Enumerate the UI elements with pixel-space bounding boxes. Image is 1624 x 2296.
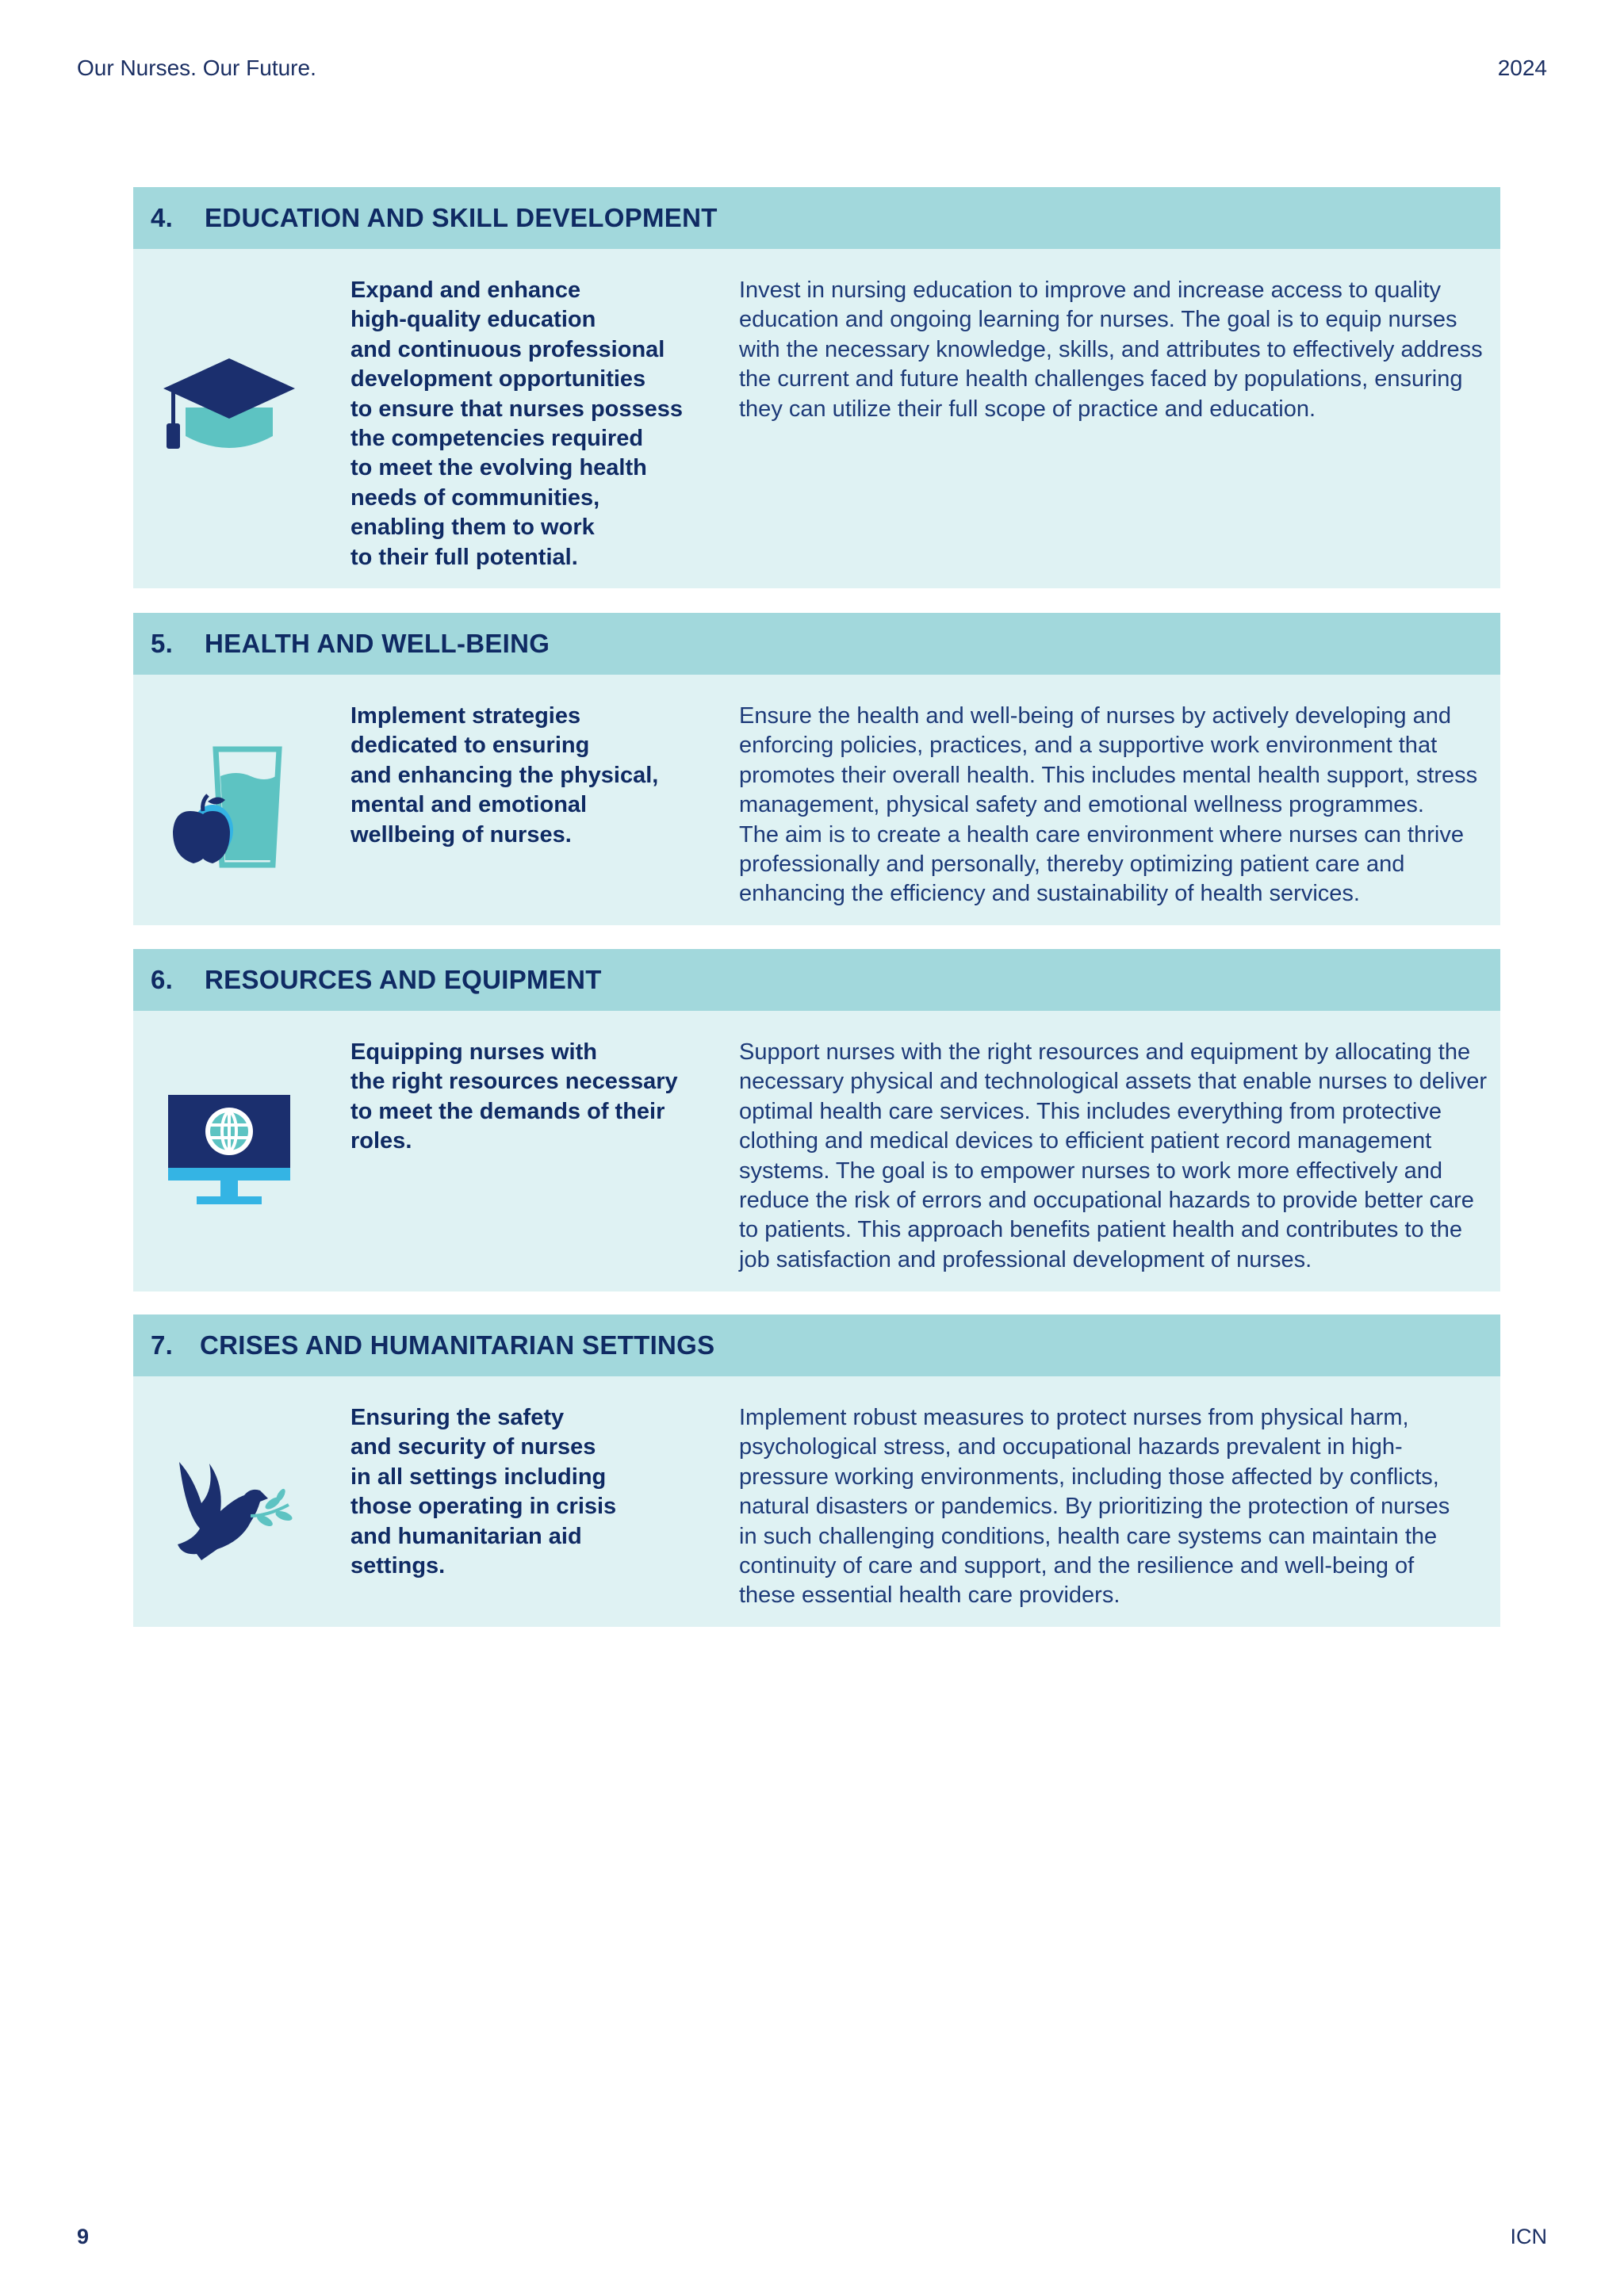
lead-line: to their full potential. (350, 544, 578, 570)
desc-line: enforcing policies, practices, and a supportive work environment that (739, 733, 1438, 759)
lead-line: dedicated to ensuring (350, 733, 590, 759)
section-description (739, 702, 1484, 909)
lead-line: mental and emotional (350, 792, 588, 818)
running-header-year: 2024 (1497, 55, 1547, 80)
lead-line: and continuous professional (350, 336, 665, 362)
desc-line: pressure working environments, including those affected by conflicts, (739, 1464, 1439, 1490)
section-education (133, 187, 1500, 588)
section-description (739, 1403, 1484, 1611)
desc-line: clothing and medical devices to efficient patient record management (739, 1128, 1432, 1154)
section-number: 4. (151, 203, 174, 232)
section-heading (133, 1314, 1500, 1376)
lead-line: in all settings including (350, 1464, 607, 1490)
lead-line: settings. (350, 1553, 446, 1579)
desc-line: Implement robust measures to protect nurses from physical harm, (739, 1405, 1409, 1430)
section-health (133, 613, 1500, 925)
desc-line: promotes their overall health. This includes mental health support, stress (739, 762, 1478, 788)
water-glass-apple-icon (162, 738, 297, 873)
desc-line: management, physical safety and emotional wellness programmes. (739, 792, 1424, 818)
section-heading (133, 613, 1500, 675)
section-description (739, 1038, 1488, 1275)
lead-line: development opportunities (350, 366, 646, 392)
section-title: HEALTH AND WELL-BEING (205, 629, 550, 658)
lead-line: the competencies required (350, 426, 644, 452)
section-lead (350, 1038, 699, 1157)
lead-line: to meet the evolving health (350, 455, 647, 481)
lead-line: Implement strategies (350, 703, 581, 729)
desc-line: continuity of care and support, and the resilience and well-being of (739, 1553, 1415, 1579)
section-title: EDUCATION AND SKILL DEVELOPMENT (205, 203, 718, 232)
section-body (133, 675, 1500, 925)
lead-line: and security of nurses (350, 1434, 596, 1460)
section-lead (350, 276, 699, 572)
desc-line: The aim is to create a health care environment where nurses can thrive (739, 821, 1464, 848)
desc-line: optimal health care services. This includes everything from protective (739, 1098, 1442, 1124)
section-title: CRISES AND HUMANITARIAN SETTINGS (200, 1330, 715, 1360)
lead-line: enabling them to work (350, 515, 595, 541)
monitor-globe-icon (162, 1089, 297, 1223)
desc-line: education and ongoing learning for nurses. The goal is to equip nurses (739, 307, 1457, 333)
section-lead (350, 1403, 699, 1581)
desc-line: with the necessary knowledge, skills, and attributes to effectively address (739, 336, 1483, 362)
desc-line: the current and future health challenges faced by populations, ensuring (739, 366, 1463, 392)
lead-line: high-quality education (350, 307, 596, 333)
lead-line: and enhancing the physical, (350, 762, 659, 788)
desc-line: systems. The goal is to empower nurses to work more effectively and (739, 1158, 1443, 1184)
desc-line: in such challenging conditions, health care systems can maintain the (739, 1523, 1438, 1549)
desc-line: enhancing the efficiency and sustainability of health services. (739, 881, 1360, 907)
section-heading (133, 187, 1500, 249)
lead-line: to meet the demands of their (350, 1098, 665, 1124)
desc-line: Ensure the health and well-being of nurses by actively developing and (739, 703, 1451, 729)
desc-line: professionally and personally, thereby optimizing patient care and (739, 851, 1405, 878)
section-number: 7. (151, 1330, 174, 1360)
section-lead (350, 702, 699, 850)
section-description (739, 276, 1484, 424)
desc-line: Support nurses with the right resources and equipment by allocating the (739, 1039, 1471, 1065)
graduation-cap-icon (162, 335, 297, 469)
running-footer-org: ICN (1510, 2225, 1547, 2248)
section-resources (133, 949, 1500, 1292)
desc-line: reduce the risk of errors and occupational hazards to provide better care (739, 1188, 1474, 1214)
section-number: 5. (151, 629, 174, 658)
section-title: RESOURCES AND EQUIPMENT (205, 965, 602, 994)
lead-line: and humanitarian aid (350, 1523, 582, 1549)
section-number: 6. (151, 965, 174, 994)
desc-line: natural disasters or pandemics. By prioritizing the protection of nurses (739, 1494, 1450, 1520)
section-body (133, 249, 1500, 588)
desc-line: to patients. This approach benefits patient health and contributes to the (739, 1217, 1462, 1243)
page-number: 9 (77, 2225, 90, 2248)
desc-line: necessary physical and technological assets that enable nurses to deliver (739, 1069, 1488, 1095)
lead-line: Expand and enhance (350, 277, 581, 303)
dove-olive-branch-icon (162, 1440, 297, 1575)
lead-line: to ensure that nurses possess (350, 396, 684, 422)
desc-line: these essential health care providers. (739, 1582, 1120, 1609)
lead-line: wellbeing of nurses. (350, 821, 572, 848)
section-crises (133, 1314, 1500, 1627)
desc-line: Invest in nursing education to improve and increase access to quality (739, 277, 1441, 303)
desc-line: psychological stress, and occupational hazards prevalent in high- (739, 1434, 1403, 1460)
lead-line: roles. (350, 1128, 412, 1154)
lead-line: Ensuring the safety (350, 1405, 565, 1430)
lead-line: the right resources necessary (350, 1069, 678, 1095)
section-body (133, 1011, 1500, 1292)
section-heading (133, 949, 1500, 1011)
running-header-title: Our Nurses. Our Future. (77, 55, 316, 80)
lead-line: needs of communities, (350, 484, 600, 511)
desc-line: they can utilize their full scope of practice and education. (739, 396, 1316, 422)
desc-line: job satisfaction and professional development of nurses. (739, 1246, 1312, 1272)
section-body (133, 1376, 1500, 1627)
lead-line: Equipping nurses with (350, 1039, 597, 1065)
lead-line: those operating in crisis (350, 1494, 617, 1520)
